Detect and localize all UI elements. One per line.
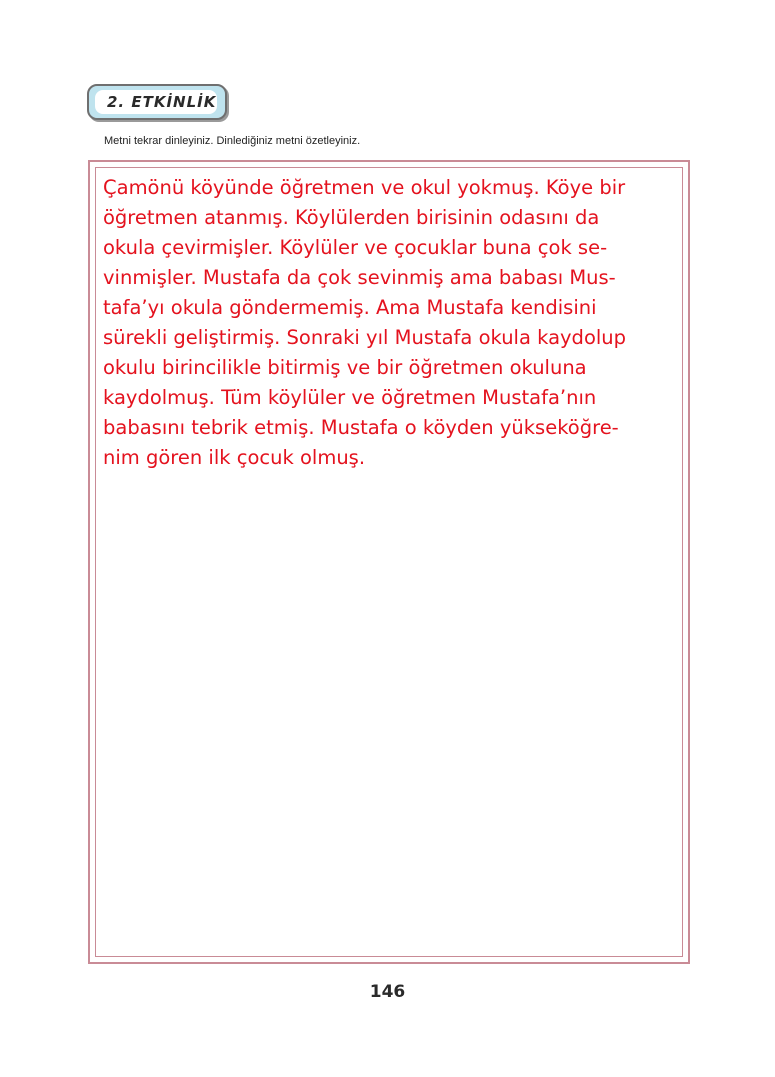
answer-line: vinmişler. Mustafa da çok sevinmiş ama babası Mus- xyxy=(103,266,616,289)
answer-line: okula çevirmişler. Köylüler ve çocuklar buna çok se- xyxy=(103,236,608,259)
page-number: 146 xyxy=(369,982,406,1002)
answer-line: nim gören ilk çocuk olmuş. xyxy=(103,446,366,469)
activity-badge xyxy=(87,84,227,120)
answer-line: okulu birincilikle bitirmiş ve bir öğretmen okuluna xyxy=(103,356,587,379)
answer-text xyxy=(103,173,683,473)
answer-line: sürekli geliştirmiş. Sonraki yıl Mustafa okula kaydolup xyxy=(103,326,627,349)
answer-line: Çamönü köyünde öğretmen ve okul yokmuş. Köye bir xyxy=(103,176,626,199)
answer-line: tafa’yı okula göndermemiş. Ama Mustafa kendisini xyxy=(103,296,597,319)
instruction-text: Metni tekrar dinleyiniz. Dinlediğiniz metni özetleyiniz. xyxy=(104,135,361,147)
activity-title: 2. ETKİNLİK xyxy=(107,93,217,111)
answer-line: babasını tebrik etmiş. Mustafa o köyden yükseköğre- xyxy=(103,416,619,439)
answer-line: öğretmen atanmış. Köylülerden birisinin odasını da xyxy=(103,206,600,229)
answer-line: kaydolmuş. Tüm köylüler ve öğretmen Mustafa’nın xyxy=(103,386,597,409)
